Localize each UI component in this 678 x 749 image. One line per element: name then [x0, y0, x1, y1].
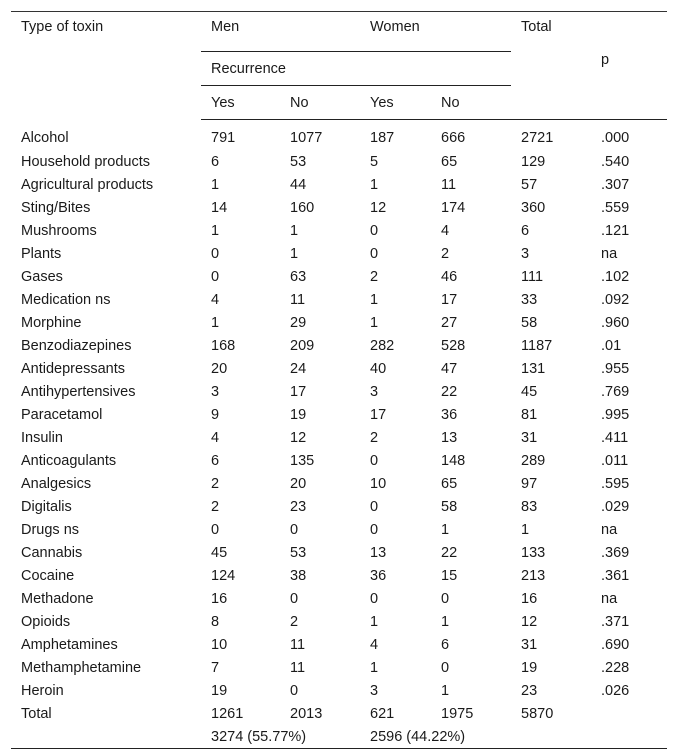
empty-cell [511, 725, 591, 749]
cell-toxin: Opioids [21, 613, 71, 630]
cell-p: .955 [601, 360, 630, 377]
cell-toxin: Methadone [21, 590, 94, 607]
table-row [11, 242, 667, 265]
table-row [11, 564, 667, 587]
cell-total: 16 [521, 590, 538, 607]
cell-p: .690 [601, 636, 630, 653]
cell-total: 1 [521, 521, 530, 538]
cell-toxin: Anticoagulants [21, 452, 117, 469]
cell-women-yes: 0 [370, 498, 379, 515]
cell-toxin: Cocaine [21, 567, 75, 584]
cell-toxin: Antihypertensives [21, 383, 136, 400]
cell-men-yes: 8 [211, 613, 220, 630]
cell-men-yes: 1261 [211, 705, 244, 722]
cell-p: .595 [601, 475, 630, 492]
empty-cell [11, 725, 201, 749]
table-row [11, 541, 667, 564]
cell-p: na [601, 245, 618, 262]
cell-total: 83 [521, 498, 538, 515]
cell-women-yes: 0 [370, 521, 379, 538]
cell-men-no: 11 [290, 636, 306, 653]
cell-p: .960 [601, 314, 630, 331]
cell-total: 45 [521, 383, 538, 400]
cell-p: .228 [601, 659, 630, 676]
cell-total: 12 [521, 613, 538, 630]
cell-women-no: 1 [441, 682, 450, 699]
cell-women-no: 148 [441, 452, 466, 469]
cell-toxin: Methamphetamine [21, 659, 142, 676]
header-men-no: No [280, 86, 360, 120]
header-men-yes: Yes [201, 86, 280, 120]
cell-toxin: Insulin [21, 429, 63, 446]
cell-p: .411 [601, 429, 629, 446]
cell-toxin: Alcohol [21, 129, 69, 146]
cell-women-yes: 282 [370, 337, 395, 354]
cell-men-no: 19 [290, 406, 307, 423]
cell-men-no: 2013 [290, 705, 323, 722]
cell-men-no: 53 [290, 153, 307, 170]
cell-total: 131 [521, 360, 546, 377]
cell-total: 133 [521, 544, 546, 561]
cell-total: 33 [521, 291, 538, 308]
cell-men-no: 11 [290, 291, 306, 308]
cell-toxin: Analgesics [21, 475, 92, 492]
cell-men-no: 23 [290, 498, 307, 515]
cell-p: na [601, 521, 618, 538]
header-p: p [601, 51, 610, 68]
cell-women-no: 666 [441, 130, 466, 146]
cell-women-yes: 1 [370, 176, 379, 193]
cell-women-yes: 1 [370, 613, 379, 630]
cell-p: .361 [601, 567, 630, 584]
cell-men-no: 1 [290, 245, 299, 262]
cell-women-no: 2 [441, 245, 450, 262]
cell-p: .029 [601, 498, 630, 515]
cell-men-yes: 0 [211, 268, 220, 285]
cell-total: 289 [521, 452, 546, 469]
cell-p: .000 [601, 130, 630, 146]
table-row [11, 587, 667, 610]
cell-women-yes: 0 [370, 222, 379, 239]
cell-total: 111 [521, 268, 544, 285]
cell-men-yes: 168 [211, 337, 236, 354]
cell-men-yes: 10 [211, 636, 228, 653]
cell-men-yes: 0 [211, 245, 220, 262]
cell-women-no: 4 [441, 222, 450, 239]
cell-total: 31 [521, 429, 538, 446]
cell-toxin: Morphine [21, 314, 82, 331]
cell-p: .102 [601, 268, 630, 285]
cell-women-yes: 2 [370, 268, 379, 285]
cell-total: 23 [521, 682, 538, 699]
cell-total: 213 [521, 567, 546, 584]
cell-total: 1187 [521, 337, 553, 354]
table-row [11, 311, 667, 334]
empty-cell [591, 725, 667, 749]
cell-women-yes: 187 [370, 130, 395, 146]
table-row [11, 288, 667, 311]
cell-women-no: 58 [441, 498, 458, 515]
cell-women-yes: 1 [370, 314, 379, 331]
cell-men-yes: 9 [211, 406, 220, 423]
cell-men-yes: 20 [211, 360, 228, 377]
toxin-recurrence-table [11, 11, 667, 749]
cell-total: 97 [521, 475, 538, 492]
cell-women-no: 47 [441, 360, 458, 377]
cell-men-no: 135 [290, 452, 315, 469]
table-row [11, 426, 667, 449]
cell-p: .540 [601, 153, 630, 170]
cell-total: 6 [521, 222, 530, 239]
cell-toxin: Cannabis [21, 544, 83, 561]
cell-men-yes: 19 [211, 682, 228, 699]
header-men: Men [201, 12, 360, 52]
cell-men-yes: 1 [211, 314, 220, 331]
cell-toxin: Medication ns [21, 291, 111, 308]
table-row [11, 357, 667, 380]
cell-men-no: 0 [290, 590, 299, 607]
cell-p: na [601, 590, 618, 607]
cell-women-no: 22 [441, 544, 458, 561]
cell-women-yes: 0 [370, 452, 379, 469]
header-women-yes: Yes [360, 86, 431, 120]
cell-men-yes: 14 [211, 199, 228, 216]
cell-women-no: 0 [441, 590, 450, 607]
cell-women-no: 65 [441, 475, 458, 492]
cell-toxin: Drugs ns [21, 521, 80, 538]
cell-men-no: 24 [290, 360, 307, 377]
cell-men-yes: 45 [211, 544, 228, 561]
cell-p: .011 [601, 452, 629, 469]
cell-women-no: 17 [441, 291, 458, 308]
cell-toxin: Digitalis [21, 498, 72, 515]
cell-women-no: 0 [441, 659, 450, 676]
header-total: Total [511, 12, 591, 52]
cell-men-no: 1 [290, 222, 299, 239]
cell-men-yes: 124 [211, 567, 236, 584]
cell-toxin: Total [21, 705, 52, 722]
cell-total: 57 [521, 176, 538, 193]
cell-women-no: 6 [441, 636, 450, 653]
cell-p: .01 [601, 337, 622, 354]
cell-men-no: 0 [290, 682, 299, 699]
cell-women-yes: 36 [370, 567, 387, 584]
cell-women-yes: 10 [370, 475, 387, 492]
cell-men-yes: 2 [211, 498, 220, 515]
cell-women-no: 1 [441, 613, 450, 630]
cell-men-no: 11 [290, 659, 306, 676]
cell-women-no: 15 [441, 567, 458, 584]
cell-toxin: Antidepressants [21, 360, 125, 377]
cell-men-no: 53 [290, 544, 307, 561]
table-row [11, 633, 667, 656]
cell-total: 3 [521, 245, 530, 262]
cell-women-no: 46 [441, 268, 458, 285]
cell-p: .307 [601, 176, 630, 193]
cell-toxin: Plants [21, 245, 62, 262]
cell-toxin: Paracetamol [21, 406, 103, 423]
cell-men-no: 38 [290, 567, 307, 584]
cell-men-no: 0 [290, 521, 299, 538]
cell-women-no: 528 [441, 337, 466, 354]
header-row-1 [11, 12, 667, 52]
cell-women-yes: 3 [370, 682, 379, 699]
cell-women-yes: 0 [370, 590, 379, 607]
cell-women-no: 13 [441, 429, 458, 446]
cell-women-yes: 17 [370, 406, 387, 423]
cell-toxin: Agricultural products [21, 176, 154, 193]
table-row [11, 472, 667, 495]
cell-women-yes: 4 [370, 636, 379, 653]
cell-toxin: Amphetamines [21, 636, 118, 653]
table-row [11, 702, 667, 725]
cell-toxin: Benzodiazepines [21, 337, 132, 354]
cell-total: 360 [521, 199, 546, 216]
cell-men-no: 44 [290, 176, 307, 193]
cell-men-yes: 3 [211, 383, 220, 400]
cell-women-yes: 1 [370, 659, 379, 676]
header-type-of-toxin: Type of toxin [11, 12, 201, 120]
cell-p: .371 [601, 613, 630, 630]
cell-toxin: Mushrooms [21, 222, 97, 239]
cell-men-yes: 4 [211, 429, 220, 446]
cell-women-no: 27 [441, 314, 458, 331]
cell-men-no: 209 [290, 337, 315, 354]
cell-women-yes: 1 [370, 291, 379, 308]
cell-men-no: 63 [290, 268, 307, 285]
cell-men-no: 1077 [290, 130, 323, 146]
cell-men-no: 20 [290, 475, 307, 492]
header-women: Women [360, 12, 511, 52]
cell-men-yes: 791 [211, 130, 236, 146]
header-women-no: No [431, 86, 511, 120]
cell-men-no: 160 [290, 199, 315, 216]
cell-p: .369 [601, 544, 630, 561]
cell-women-yes: 12 [370, 199, 387, 216]
table-row [11, 173, 667, 196]
cell-women-no: 1975 [441, 705, 474, 722]
table-row [11, 610, 667, 633]
table-row [11, 403, 667, 426]
cell-men-yes: 7 [211, 659, 220, 676]
cell-women-no: 174 [441, 199, 466, 216]
cell-p: .559 [601, 199, 630, 216]
cell-women-yes: 13 [370, 544, 387, 561]
cell-men-no: 29 [290, 314, 307, 331]
cell-p: .092 [601, 291, 630, 308]
cell-total: 129 [521, 153, 546, 170]
cell-women-yes: 2 [370, 429, 379, 446]
cell-men-no: 2 [290, 613, 299, 630]
cell-men-yes: 0 [211, 521, 220, 538]
cell-women-yes: 5 [370, 153, 379, 170]
table-row [11, 679, 667, 702]
table-row [11, 196, 667, 219]
table-row [11, 449, 667, 472]
table-row [11, 150, 667, 173]
cell-total: 2721 [521, 130, 554, 146]
cell-women-yes: 621 [370, 705, 395, 722]
cell-men-no: 17 [290, 383, 307, 400]
cell-men-yes: 16 [211, 590, 228, 607]
cell-toxin: Household products [21, 153, 150, 170]
cell-toxin: Gases [21, 268, 63, 285]
header-recurrence: Recurrence [201, 52, 511, 86]
cell-p: .995 [601, 406, 630, 423]
cell-women-yes: 0 [370, 245, 379, 262]
cell-total: 31 [521, 636, 538, 653]
cell-men-yes: 6 [211, 452, 220, 469]
cell-p [591, 702, 667, 725]
cell-women-no: 22 [441, 383, 458, 400]
cell-women-total-pct: 2596 (44.22%) [360, 725, 511, 749]
table-row [11, 656, 667, 679]
cell-total: 81 [521, 406, 538, 423]
table-row [11, 265, 667, 288]
cell-p: .026 [601, 682, 630, 699]
table-row [11, 495, 667, 518]
cell-men-yes: 1 [211, 176, 220, 193]
cell-men-no: 12 [290, 429, 307, 446]
cell-women-yes: 40 [370, 360, 387, 377]
table-row [11, 518, 667, 541]
cell-men-yes: 1 [211, 222, 220, 239]
cell-men-total-pct: 3274 (55.77%) [201, 725, 360, 749]
cell-women-no: 1 [441, 521, 450, 538]
table-row [11, 380, 667, 403]
table-row [11, 120, 667, 151]
cell-men-yes: 2 [211, 475, 220, 492]
cell-total: 19 [521, 659, 538, 676]
cell-women-no: 36 [441, 406, 458, 423]
cell-toxin: Heroin [21, 682, 64, 699]
cell-men-yes: 6 [211, 153, 220, 170]
table-row [11, 334, 667, 357]
table-row-percent [11, 725, 667, 749]
cell-women-no: 11 [441, 176, 457, 193]
table-row [11, 219, 667, 242]
cell-total: 5870 [521, 705, 554, 722]
cell-women-yes: 3 [370, 383, 379, 400]
cell-toxin: Sting/Bites [21, 199, 91, 216]
cell-total: 58 [521, 314, 538, 331]
cell-p: .769 [601, 383, 630, 400]
cell-women-no: 65 [441, 153, 458, 170]
cell-men-yes: 4 [211, 291, 220, 308]
cell-p: .121 [601, 222, 630, 239]
